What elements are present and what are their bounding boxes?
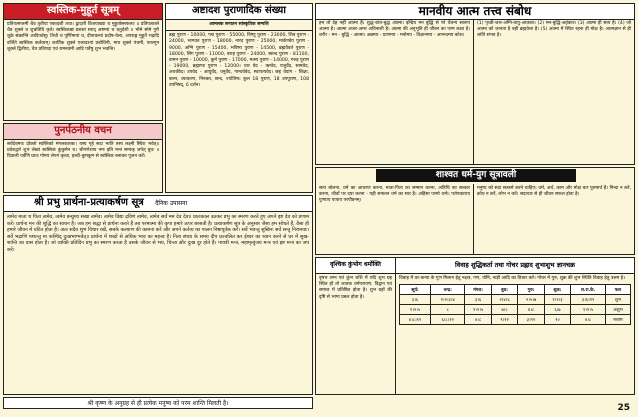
left-mid-panel <box>3 123 163 193</box>
table-cell: १।२।३ <box>544 295 570 305</box>
page-number: 25 <box>617 403 630 413</box>
table-cell: ६।७ <box>544 305 570 315</box>
table-header-cell: फल <box>605 285 630 295</box>
table-cell: ४।८ <box>518 305 544 315</box>
right-top-panel <box>315 3 635 165</box>
bottom-line: श्री कृष्ण के अनुग्रह से ही प्रत्येक मनुष्य को परम शान्ति मिलती है। <box>3 397 313 409</box>
right-bottom-right-col <box>396 258 634 394</box>
mid-top-subtitle: आमलक सनातन सांस्कृतिक सम्पत्ति <box>166 20 312 31</box>
table-row <box>400 305 631 315</box>
left-bottom-panel <box>3 195 313 395</box>
table-cell: १।२।३।४ <box>431 295 465 305</box>
table-cell: ९।१२ <box>491 315 517 325</box>
left-bottom-body: त्वमेव माता च पिता त्वमेव, त्वमेव बन्धुश्च सखा त्वमेव। त्वमेव विद्या द्रविणं त्वमेव, त्वमेव सर्वं मम देव देव॥ प्रातःकाल उठकर प्रभु का स्मरण करते हुए अपने इष्ट देव को प्रणाम करें। प्रार्थना मन की शुद्धि का साधन है। जब हम श्रद्धा से प्रार्थना करते हैं तब परमात्मा की कृपा हमारे ऊपर बरसती है। प्रत्याकर्षण सूत्र के अनुसार जैसा हम सोचते हैं, वैसा ही हमारे जीवन में घटित होता है। अतः सदैव शुभ विचार रखें, सबके कल्याण की कामना करें और अपने कर्तव्य का पालन निष्ठापूर्वक करें। सर्वे भवन्तु सुखिनः सर्वे सन्तु निरामयाः। सर्वे भद्राणि पश्यन्तु मा कश्चिद् दुःखभाग्भवेत्॥ प्रार्थना में शब्दों से अधिक भाव का महत्त्व है। नित्य संध्या के समय दीप प्रज्वलित कर ईश्वर का ध्यान करने से घर में सुख-शान्ति का वास होता है। जो व्यक्ति प्रतिदिन प्रभु का स्मरण करता है उसके जीवन से भय, चिन्ता और दुःख दूर होते हैं। गायत्री मन्त्र, महामृत्युंजय मन्त्र एवं इष्ट मन्त्र का जप करें। <box>7 214 309 253</box>
right-top-right-body: (1) पृथ्वी-जल-अग्नि-वायु-आकाश। (2) मन-बुद्धि-अहंकार। (3) आत्मा ही सत्य है। (4) जो आत्मा को जानता है वही ब्रह्मवेत्ता है। (5) आत्मा में स्थित रहना ही मोक्ष है। आत्मज्ञान से ही शांति संभव है। <box>477 21 631 39</box>
left-top-title: स्वस्तिक-मुहूर्त सूत्रम् <box>4 4 162 20</box>
left-bottom-title-text: श्री प्रभु प्रार्थना-प्रत्याकर्षण सूत्र <box>34 197 144 208</box>
right-bottom-left-col <box>316 258 396 394</box>
table-cell: १।२।५ <box>571 305 606 315</box>
table-cell: अशुभ <box>605 305 630 315</box>
right-bottom-left-body: वृषभ लग्न एवं कुंभ राशि में यदि शुभ ग्रह स्थित हों तो जातक धर्मपरायण, विद्वान एवं समाज में प्रतिष्ठित होता है। शुभ ग्रहों की दृष्टि से भाग्य प्रबल होता है। <box>319 276 392 300</box>
right-bottom-panel <box>315 257 635 395</box>
table-header-cell: सूर्य: <box>400 285 431 295</box>
table-cell: ६।८।१२ <box>431 315 465 325</box>
right-bottom-left-title: वृश्चिक कुंभोग धर्मोक्ति <box>316 258 395 274</box>
table-header-cell: बुध: <box>491 285 517 295</box>
table-header-cell: चन्द्र: <box>431 285 465 295</box>
table-header-cell: श.रा.के. <box>571 285 606 295</box>
table-cell: ४।८ <box>465 315 491 325</box>
table-row <box>400 315 631 325</box>
left-mid-title: पुनर्पठनीय वचन <box>4 124 162 140</box>
left-mid-body: सर्वदेवमयः प्रोक्तो स्वस्तिको मंगलकारकः। यस्य गृहे सदा भाति तस्य लक्ष्मी स्थिरा भवेत्॥ प्रवेशद्वारे शुभं लेख्यं स्वस्तिकं कुंकुमेन च। श्रीगणेशाय नमः इति मन्त्रं सम्यक् जपेत् बुधः ॥ दिवाली पर्वणि प्रातः गोमय लेपनं कृत्वा, हल्दी-कुमकुम से स्वस्तिक बनाकर पूजन करें। <box>7 142 159 160</box>
right-top-left-col <box>316 19 474 165</box>
table-cell: मध्यम <box>605 315 630 325</box>
right-mid-panel <box>315 167 635 255</box>
table-cell: १० <box>544 315 570 325</box>
table-cell: ३।६ <box>465 295 491 305</box>
left-top-body: प्रतिपत्सप्तमी चैव तृतीया एकादशी तथा। द्वादशी विजयाख्या च मुहूर्तास्सफलाः ॥ प्रतिपत्काले चैव शुक्ले च शुभ्रतिथि कृते। स्वस्तिकाद्यं प्रशस्तं स्याद् अष्टम्यां च चतुर्दशी ॥ भौमे सोमे गुरौ शुक्रे संक्रान्ति आदिपर्वसु। तिथौ च पूर्णिमायां च, दीपावल्यां प्रदोष-वेला, अपराह्न मुहूर्ते भद्रादि वर्जिते स्वस्तिक कर्तव्यम्। कार्तिक शुक्ले एकादश्यां प्रबोधिनी, माघ शुक्ले पंचमी, फाल्गुन शुक्ले द्वितीया, चैत्र प्रतिपदा एवं रामनवमी आदि पर्वेषु शुभ भवन्ति। <box>7 22 159 52</box>
right-mid-right-col <box>474 184 634 254</box>
table-cell: २।५।७ <box>518 295 544 305</box>
gochar-table <box>399 284 631 325</box>
table-cell: १।२।५ <box>465 305 491 315</box>
table-cell: ३।६।११ <box>571 295 606 305</box>
left-bottom-title <box>4 196 312 212</box>
table-cell: ७।८ <box>491 305 517 315</box>
table-cell: ८ <box>431 305 465 315</box>
table-cell: १।२।५ <box>400 305 431 315</box>
table-row <box>400 295 631 305</box>
table-cell: ३।६ <box>400 295 431 305</box>
right-bottom-right-body: विवाह में वर-कन्या के गुण मिलान हेतु नक्षत्र, गण, योनि, नाड़ी आदि का विचार करें। गोचर में गुरु, शुक्र की शुभ स्थिति विवाह हेतु उत्तम है। <box>399 276 625 281</box>
mid-top-panel <box>165 3 313 193</box>
right-top-left-body: हम तो देह नहीं आत्मा हैं। शुद्ध-शांत-बुद्ध आत्मा। इन्द्रिय मन बुद्धि से परे चैतन्य स्वरूप आत्मा है। आत्मा अजर-अमर अविनाशी है। आत्मा की अनुभूति ही जीवन का परम लक्ष्य है। शरीर - मन - बुद्धि - आत्मा। अन्नमय - प्राणमय - मनोमय - विज्ञानमय - आनन्दमय कोश। <box>319 21 470 39</box>
table-header-cell: शुक्र: <box>544 285 570 295</box>
table-cell: ४।८।१२ <box>400 315 431 325</box>
mid-top-title: अष्टादश पुराणादिक संख्या <box>166 4 312 20</box>
right-mid-left-body: सत्य बोलना, धर्म का आचरण करना, माता-पिता का सम्मान करना, अतिथि का सत्कार करना, जीवों पर दया करना - यही सनातन धर्म का सार है। अहिंसा परमो धर्मः। परोपकाराय पुण्याय पापाय परपीडनम्। <box>319 186 470 204</box>
table-header-cell: मंगल: <box>465 285 491 295</box>
table-cell: ४।८ <box>571 315 606 325</box>
right-mid-left-col <box>316 184 474 254</box>
right-bottom-right-title: विवाह शुद्धिकर्ता तथा गोचर प्रह्लाद शुभाशुभ ज्ञानचक्र <box>396 258 634 274</box>
table-header-cell: गुरु: <box>518 285 544 295</box>
right-top-right-col <box>474 19 634 165</box>
right-mid-right-body: मनुष्य को सदा सत्कर्म करने चाहिए। धर्म, अर्थ, काम और मोक्ष चार पुरुषार्थ हैं। निन्दा न करें, क्रोध न करें, लोभ न करें। सदाचार से ही जीवन सफल होता है। <box>477 186 631 198</box>
table-cell: ३।१२ <box>518 315 544 325</box>
right-top-title: मानवीय आत्म तत्त्व संबोध <box>316 4 634 20</box>
right-mid-title: शाश्वत धर्म-युग सूत्रावली <box>376 169 576 182</box>
left-top-panel <box>3 3 163 121</box>
left-bottom-subtitle: दैनिक उपासना <box>155 200 188 207</box>
table-cell: शुभ <box>605 295 630 305</box>
gochar-table-wrap <box>396 284 634 325</box>
table-cell: २।४।६ <box>491 295 517 305</box>
mid-top-body: ब्रह्म पुराण - 10000, पद्म पुराण - 55000, विष्णु पुराण - 23000, शिव पुराण - 24000, भागवत पुराण - 18000, नारद पुराण - 25000, मार्कण्डेय पुराण - 9000, अग्नि पुराण - 15400, भविष्य पुराण - 14500, ब्रह्मवैवर्त पुराण - 18000, लिंग पुराण - 11000, वराह पुराण - 24000, स्कन्द पुराण - 81100, वामन पुराण - 10000, कूर्म पुराण - 17000, मत्स्य पुराण - 14000, गरुड़ पुराण - 19000, ब्रह्माण्ड पुराण - 12000। चार वेद - ऋग्वेद, यजुर्वेद, सामवेद, अथर्ववेद। उपवेद - आयुर्वेद, धनुर्वेद, गान्धर्ववेद, स्थापत्यवेद। छह वेदांग - शिक्षा, कल्प, व्याकरण, निरुक्त, छन्द, ज्योतिष। कुल 18 पुराण, 18 उपपुराण, 108 उपनिषद्, 6 दर्शन। <box>169 33 309 88</box>
